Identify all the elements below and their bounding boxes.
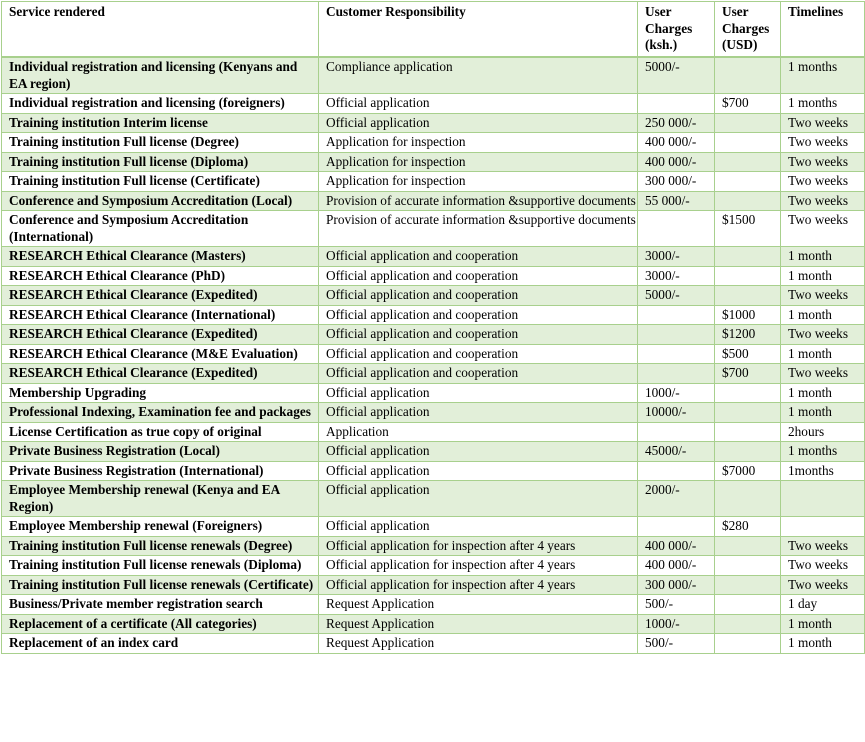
charges-ksh-cell	[638, 344, 715, 364]
table-row	[2, 364, 865, 384]
responsibility-cell: Official application for inspection after 4 years	[319, 536, 638, 556]
service-cell: Training institution Full license renewals (Degree)	[2, 536, 319, 556]
table-row	[2, 614, 865, 634]
table-row	[2, 191, 865, 211]
charges-ksh-cell: 3000/-	[638, 247, 715, 267]
table-row	[2, 286, 865, 306]
responsibility-cell: Official application and cooperation	[319, 325, 638, 345]
table-row	[2, 325, 865, 345]
charges-usd-cell	[715, 57, 781, 94]
charges-usd-cell	[715, 266, 781, 286]
charges-usd-cell	[715, 286, 781, 306]
header-responsibility: Customer Responsibility	[319, 2, 638, 58]
timeline-cell: Two weeks	[781, 113, 865, 133]
service-cell: Training institution Full license (Degree)	[2, 133, 319, 153]
charges-ksh-cell: 500/-	[638, 634, 715, 654]
table-row	[2, 517, 865, 537]
table-row	[2, 383, 865, 403]
charges-ksh-cell	[638, 94, 715, 114]
responsibility-cell: Official application and cooperation	[319, 266, 638, 286]
service-cell: Training institution Full license renewals (Certificate)	[2, 575, 319, 595]
timeline-cell: 1 months	[781, 94, 865, 114]
responsibility-cell: Application for inspection	[319, 152, 638, 172]
charges-ksh-cell: 5000/-	[638, 286, 715, 306]
table-row	[2, 442, 865, 462]
charges-ksh-cell: 300 000/-	[638, 575, 715, 595]
service-cell: Replacement of a certificate (All categories)	[2, 614, 319, 634]
table-row	[2, 133, 865, 153]
table-row	[2, 152, 865, 172]
timeline-cell: 1 months	[781, 442, 865, 462]
service-cell: Private Business Registration (International)	[2, 461, 319, 481]
timeline-cell: 1 months	[781, 57, 865, 94]
table-row	[2, 247, 865, 267]
table-row	[2, 536, 865, 556]
service-cell: Professional Indexing, Examination fee and packages	[2, 403, 319, 423]
service-cell: Training institution Full license renewals (Diploma)	[2, 556, 319, 576]
responsibility-cell: Request Application	[319, 634, 638, 654]
charges-ksh-cell: 300 000/-	[638, 172, 715, 192]
charges-usd-cell: $500	[715, 344, 781, 364]
charges-usd-cell: $1200	[715, 325, 781, 345]
timeline-cell: 1months	[781, 461, 865, 481]
timeline-cell: 1 month	[781, 266, 865, 286]
responsibility-cell: Request Application	[319, 595, 638, 615]
table-row	[2, 403, 865, 423]
charges-ksh-cell	[638, 461, 715, 481]
table-row	[2, 634, 865, 654]
service-charter-table	[1, 1, 865, 654]
timeline-cell: Two weeks	[781, 364, 865, 384]
table-body	[2, 57, 865, 653]
service-cell: RESEARCH Ethical Clearance (International)	[2, 305, 319, 325]
charges-ksh-cell	[638, 422, 715, 442]
charges-ksh-cell	[638, 325, 715, 345]
responsibility-cell: Official application	[319, 383, 638, 403]
charges-ksh-cell: 3000/-	[638, 266, 715, 286]
responsibility-cell: Application	[319, 422, 638, 442]
responsibility-cell: Application for inspection	[319, 133, 638, 153]
charges-usd-cell: $700	[715, 94, 781, 114]
service-cell: License Certification as true copy of original	[2, 422, 319, 442]
timeline-cell	[781, 517, 865, 537]
charges-usd-cell	[715, 481, 781, 517]
responsibility-cell: Official application for inspection after 4 years	[319, 556, 638, 576]
responsibility-cell: Official application	[319, 442, 638, 462]
header-timelines: Timelines	[781, 2, 865, 58]
service-cell: RESEARCH Ethical Clearance (Expedited)	[2, 364, 319, 384]
table-row	[2, 422, 865, 442]
charges-ksh-cell: 10000/-	[638, 403, 715, 423]
header-charges-usd: User Charges (USD)	[715, 2, 781, 58]
service-cell: Individual registration and licensing (foreigners)	[2, 94, 319, 114]
charges-usd-cell	[715, 595, 781, 615]
charges-usd-cell: $1000	[715, 305, 781, 325]
service-cell: Conference and Symposium Accreditation (Local)	[2, 191, 319, 211]
timeline-cell: 1 month	[781, 305, 865, 325]
charges-usd-cell	[715, 172, 781, 192]
timeline-cell: Two weeks	[781, 536, 865, 556]
table-row	[2, 266, 865, 286]
timeline-cell: 1 month	[781, 403, 865, 423]
charges-usd-cell	[715, 536, 781, 556]
charges-ksh-cell	[638, 517, 715, 537]
timeline-cell: 2hours	[781, 422, 865, 442]
charges-usd-cell	[715, 403, 781, 423]
responsibility-cell: Official application and cooperation	[319, 247, 638, 267]
charges-ksh-cell: 250 000/-	[638, 113, 715, 133]
table-row	[2, 94, 865, 114]
responsibility-cell: Provision of accurate information &supportive documents	[319, 191, 638, 211]
header-service: Service rendered	[2, 2, 319, 58]
timeline-cell	[781, 481, 865, 517]
timeline-cell: 1 month	[781, 344, 865, 364]
service-cell: Employee Membership renewal (Kenya and EA Region)	[2, 481, 319, 517]
timeline-cell: 1 month	[781, 247, 865, 267]
charges-usd-cell: $280	[715, 517, 781, 537]
service-cell: Training institution Interim license	[2, 113, 319, 133]
charges-usd-cell	[715, 614, 781, 634]
charges-ksh-cell: 400 000/-	[638, 152, 715, 172]
table-row	[2, 556, 865, 576]
charges-usd-cell: $700	[715, 364, 781, 384]
responsibility-cell: Official application	[319, 481, 638, 517]
responsibility-cell: Official application for inspection after 4 years	[319, 575, 638, 595]
timeline-cell: Two weeks	[781, 556, 865, 576]
service-cell: Replacement of an index card	[2, 634, 319, 654]
responsibility-cell: Official application	[319, 517, 638, 537]
responsibility-cell: Official application	[319, 403, 638, 423]
charges-usd-cell	[715, 422, 781, 442]
service-cell: Individual registration and licensing (Kenyans and EA region)	[2, 57, 319, 94]
charges-ksh-cell: 2000/-	[638, 481, 715, 517]
service-cell: Conference and Symposium Accreditation (International)	[2, 211, 319, 247]
charges-ksh-cell: 1000/-	[638, 383, 715, 403]
charges-ksh-cell: 500/-	[638, 595, 715, 615]
table-row	[2, 172, 865, 192]
service-cell: RESEARCH Ethical Clearance (M&E Evaluation)	[2, 344, 319, 364]
charges-ksh-cell: 400 000/-	[638, 536, 715, 556]
table-row	[2, 211, 865, 247]
charges-usd-cell	[715, 634, 781, 654]
charges-usd-cell: $1500	[715, 211, 781, 247]
charges-ksh-cell: 400 000/-	[638, 133, 715, 153]
charges-usd-cell	[715, 383, 781, 403]
timeline-cell: Two weeks	[781, 172, 865, 192]
charges-usd-cell	[715, 556, 781, 576]
timeline-cell: 1 month	[781, 614, 865, 634]
responsibility-cell: Official application	[319, 94, 638, 114]
charges-usd-cell	[715, 113, 781, 133]
timeline-cell: Two weeks	[781, 286, 865, 306]
table-row	[2, 344, 865, 364]
service-cell: Private Business Registration (Local)	[2, 442, 319, 462]
charges-ksh-cell	[638, 211, 715, 247]
charges-usd-cell	[715, 133, 781, 153]
charges-ksh-cell: 45000/-	[638, 442, 715, 462]
responsibility-cell: Official application and cooperation	[319, 305, 638, 325]
charges-usd-cell	[715, 575, 781, 595]
timeline-cell: Two weeks	[781, 575, 865, 595]
timeline-cell: Two weeks	[781, 325, 865, 345]
table-row	[2, 575, 865, 595]
timeline-cell: Two weeks	[781, 211, 865, 247]
charges-usd-cell: $7000	[715, 461, 781, 481]
responsibility-cell: Official application	[319, 113, 638, 133]
responsibility-cell: Request Application	[319, 614, 638, 634]
charges-ksh-cell: 5000/-	[638, 57, 715, 94]
timeline-cell: Two weeks	[781, 152, 865, 172]
charges-ksh-cell	[638, 305, 715, 325]
table-row	[2, 305, 865, 325]
responsibility-cell: Official application	[319, 461, 638, 481]
service-cell: RESEARCH Ethical Clearance (Expedited)	[2, 325, 319, 345]
service-cell: Business/Private member registration search	[2, 595, 319, 615]
service-cell: RESEARCH Ethical Clearance (PhD)	[2, 266, 319, 286]
table-row	[2, 595, 865, 615]
responsibility-cell: Official application and cooperation	[319, 344, 638, 364]
header-charges-ksh: User Charges (ksh.)	[638, 2, 715, 58]
service-cell: RESEARCH Ethical Clearance (Masters)	[2, 247, 319, 267]
charges-usd-cell	[715, 247, 781, 267]
charges-usd-cell	[715, 442, 781, 462]
timeline-cell: Two weeks	[781, 191, 865, 211]
responsibility-cell: Official application and cooperation	[319, 364, 638, 384]
timeline-cell: 1 day	[781, 595, 865, 615]
responsibility-cell: Official application and cooperation	[319, 286, 638, 306]
responsibility-cell: Provision of accurate information &supportive documents	[319, 211, 638, 247]
service-cell: Training institution Full license (Certificate)	[2, 172, 319, 192]
header-row	[2, 2, 865, 58]
table-row	[2, 481, 865, 517]
timeline-cell: Two weeks	[781, 133, 865, 153]
charges-ksh-cell: 55 000/-	[638, 191, 715, 211]
service-cell: Training institution Full license (Diploma)	[2, 152, 319, 172]
service-cell: Membership Upgrading	[2, 383, 319, 403]
table-row	[2, 461, 865, 481]
responsibility-cell: Compliance application	[319, 57, 638, 94]
table-row	[2, 113, 865, 133]
responsibility-cell: Application for inspection	[319, 172, 638, 192]
timeline-cell: 1 month	[781, 383, 865, 403]
charges-ksh-cell	[638, 364, 715, 384]
charges-ksh-cell: 400 000/-	[638, 556, 715, 576]
charges-usd-cell	[715, 191, 781, 211]
table-row	[2, 57, 865, 94]
timeline-cell: 1 month	[781, 634, 865, 654]
service-cell: Employee Membership renewal (Foreigners)	[2, 517, 319, 537]
service-cell: RESEARCH Ethical Clearance (Expedited)	[2, 286, 319, 306]
charges-ksh-cell: 1000/-	[638, 614, 715, 634]
charges-usd-cell	[715, 152, 781, 172]
